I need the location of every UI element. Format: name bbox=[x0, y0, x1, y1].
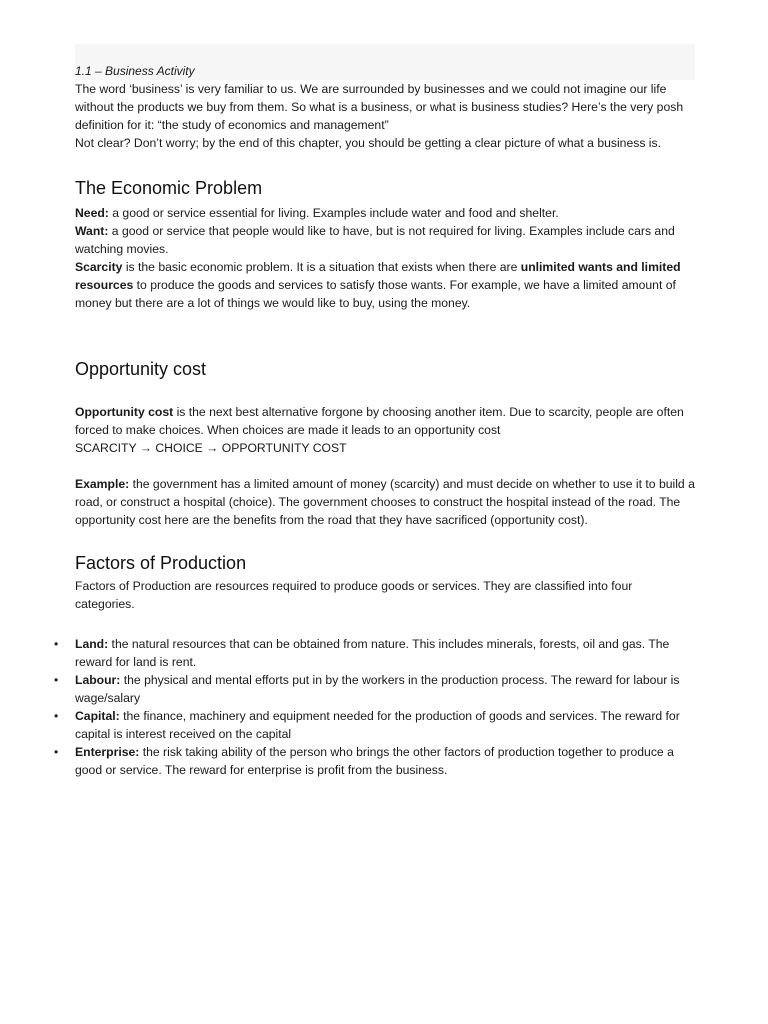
heading-factors-of-production: Factors of Production bbox=[75, 553, 247, 573]
heading-economic-problem: The Economic Problem bbox=[75, 178, 263, 198]
bullet-icon: • bbox=[54, 673, 59, 687]
opportunity-cost-text: is the next best alternative forgone by choosing another item. Due to scarcity, people are often forced to make choices. When choices are made it leads to an opportunity cost bbox=[75, 405, 684, 437]
need-text: a good or service essential for living. Examples include water and food and shelter. bbox=[108, 206, 559, 220]
opportunity-cost-definition bbox=[75, 403, 695, 439]
scarcity-emphasis: unlimited wants and limited resources bbox=[75, 260, 681, 292]
scarcity-text-1: is the basic economic problem. It is a situation that exists when there are bbox=[122, 260, 521, 274]
need-term: Need: bbox=[75, 206, 109, 220]
document-page bbox=[54, 44, 695, 779]
need-definition bbox=[75, 204, 695, 222]
bullet-icon: • bbox=[54, 637, 59, 651]
opportunity-cost-term: Opportunity cost bbox=[75, 405, 174, 419]
bullet-icon: • bbox=[54, 709, 59, 723]
bullet-icon: • bbox=[54, 745, 59, 759]
factors-intro: Factors of Production are resources required to produce goods or services. They are classified into four categories. bbox=[75, 579, 633, 611]
intro-paragraph-2: Not clear? Don’t worry; by the end of this chapter, you should be getting a clear picture of what a business is. bbox=[75, 136, 661, 150]
list-item-land bbox=[54, 635, 695, 671]
factor-term: Land: bbox=[75, 637, 109, 651]
list-item-labour bbox=[54, 671, 695, 707]
want-term: Want: bbox=[75, 224, 109, 238]
intro-paragraph: The word ‘business’ is very familiar to us. We are surrounded by businesses and we could not imagine our life without the products we buy from them. So what is a business, or what is business studies? Here’s the very posh definition for it: “the study of economics and management” bbox=[75, 82, 684, 132]
factor-text: the physical and mental efforts put in by the workers in the production process. The reward for labour is wage/salary bbox=[75, 673, 680, 705]
scarcity-text-2: to produce the goods and services to satisfy those wants. For example, we have a limited amount of money but there are a lot of things we would like to buy, using the money. bbox=[75, 278, 676, 310]
factors-list bbox=[54, 635, 695, 779]
list-item-enterprise bbox=[54, 743, 695, 779]
factor-text: the finance, machinery and equipment needed for the production of goods and services. The reward for capital is interest received on the capital bbox=[75, 709, 680, 741]
opportunity-cost-example bbox=[75, 475, 695, 529]
scarcity-choice-flow: SCARCITY → CHOICE → OPPORTUNITY COST bbox=[75, 441, 347, 455]
list-item-capital bbox=[54, 707, 695, 743]
scarcity-term: Scarcity bbox=[75, 260, 123, 274]
factor-text: the natural resources that can be obtained from nature. This includes minerals, forests, oil and gas. The reward for land is rent. bbox=[75, 637, 670, 669]
factor-text: the risk taking ability of the person who brings the other factors of production together to produce a good or service. The reward for enterprise is profit from the business. bbox=[75, 745, 674, 777]
want-definition bbox=[75, 222, 695, 258]
factor-term: Capital: bbox=[75, 709, 120, 723]
example-text: the government has a limited amount of money (scarcity) and must decide on whether to use it to build a road, or construct a hospital (choice). The government chooses to construct the hospital instead of the road. The opportunity cost here are the benefits from the road that they have sacrificed (opportunity cost). bbox=[75, 477, 695, 527]
scarcity-definition bbox=[75, 258, 695, 312]
section-label: 1.1 – Business Activity bbox=[75, 64, 195, 78]
factor-term: Enterprise: bbox=[75, 745, 140, 759]
want-text: a good or service that people would like to have, but is not required for living. Examples include cars and watching movies. bbox=[75, 224, 675, 256]
factor-term: Labour: bbox=[75, 673, 121, 687]
heading-opportunity-cost: Opportunity cost bbox=[75, 359, 207, 379]
example-term: Example: bbox=[75, 477, 130, 491]
